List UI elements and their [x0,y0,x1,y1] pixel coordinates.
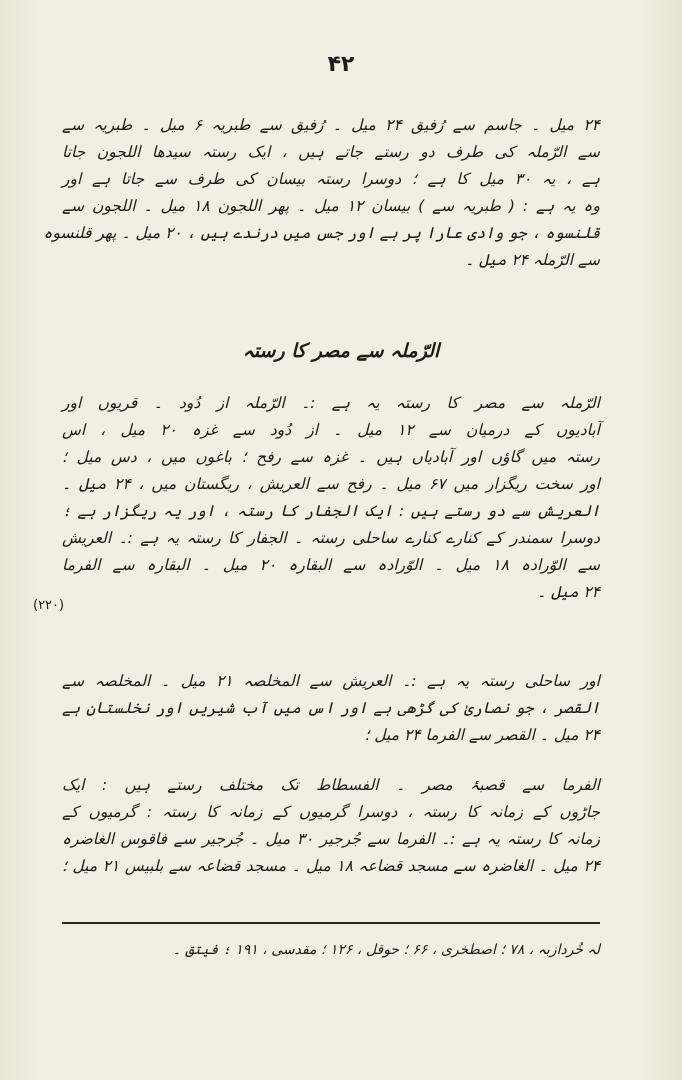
paragraph-4 [62,772,600,880]
section-heading: الرّملہ سے مصر کا رستہ [242,340,440,362]
text-line: الرّملہ سے مصر کا رستہ یہ ہے :۔ الرّملہ از دُود ۔ قریوں اور [62,394,600,412]
text-line: رستہ میں گاؤں اور آبادیاں ہیں ۔ غزہ سے رفح ؛ باغوں میں ، دس میل ؛ [62,448,600,466]
text-line: القصر ، جو نصاریٰ کی گڑھی ہے اور اس میں آب شیریں اور نخلستان ہے [62,699,600,717]
text-line: آبادیوں کے درمیان سے ۱۲ میل ۔ از دُود سے غزہ ۲۰ میل ، اس [62,421,600,439]
text-line: اور ساحلی رستہ یہ ہے :۔ العریش سے المخلصہ ۲۱ میل ۔ المخلصہ سے [62,672,600,690]
text-line: قلنسوہ ، جو وادی عارا پر ہے اور جس میں درندے ہیں ، ۲۰ میل ۔ پھر قلنسوہ [43,224,600,242]
text-line: جاڑوں کے زمانہ کا رستہ ، دوسرا گرمیوں کے زمانہ کا رستہ : گرمیوں کے [62,803,600,821]
text-line: ۲۴ میل ۔ [537,583,600,601]
text-line: ہے ، یہ ۳۰ میل کا ہے ؛ دوسرا رستہ بیسان کی طرف سے جاتا ہے اور [62,170,600,188]
paragraph-1 [43,112,600,274]
text-line: ۲۴ میل ۔ الغاضرہ سے مسجد قضاعہ ۱۸ میل ۔ مسجد قضاعہ سے بلبیس ۲۱ میل ؛ [62,857,600,875]
text-line: زمانہ کا رستہ یہ ہے :۔ الفرما سے جُرجیر ۳۰ میل ۔ جُرجیر سے فاقوس الغاضرہ [62,830,600,848]
paragraph-2 [62,390,600,606]
page-number: ۴۲ [327,52,355,77]
text-line: سے الوّرادہ ۱۸ میل ۔ الوّرادہ سے البقارہ ۲۰ میل ۔ البقارہ سے الفرما [62,556,600,574]
text-line: وہ یہ ہے : ( طبریہ سے ) بیسان ۱۲ میل ۔ پھر اللجون ۱۸ میل ۔ اللجون سے [62,197,600,215]
text-line: الفرما سے قصبۂ مصر ۔ الفسطاط تک مختلف رستے ہیں : ایک [62,776,600,794]
footnote: لہ خُردازبہ ، ۷۸ ؛ اصطخری ، ۶۶ ؛ حوقل ، ۱۲۶ ؛ مقدسی ، ۱۹۱ ؛ فیتق ۔ [172,942,600,958]
text-line: سے الرّملہ کی طرف دو رستے جاتے ہیں ، ایک رستہ سیدھا اللجون جاتا [62,143,600,161]
text-line: سے الرّملہ ۲۴ میل ۔ [465,251,600,269]
paragraph-3 [62,668,600,749]
text-line: اور سخت ریگزار میں ۶۷ میل ۔ رفح سے العریش ، ریگستان میں ، ۲۴ میل ۔ [62,475,600,493]
text-line: ۲۴ میل ۔ جاسم سے رُفیق ۲۴ میل ۔ رُفیق سے طبریہ ۶ میل ۔ طبریہ سے [62,116,600,134]
text-line: العریش سے دو رستے ہیں : ایک الجفار کا رستہ ، اور یہ ریگزار ہے ؛ [62,502,600,520]
text-line: ۲۴ میل ۔ القصر سے الفرما ۲۴ میل ؛ [364,726,600,744]
text-line: دوسرا سمندر کے کنارے کنارے ساحلی رستہ ۔ الجفار کا رستہ یہ ہے :۔ العریش [62,529,600,547]
margin-reference-number: (۲۲۰) [33,598,65,613]
footnote-divider [62,922,600,924]
